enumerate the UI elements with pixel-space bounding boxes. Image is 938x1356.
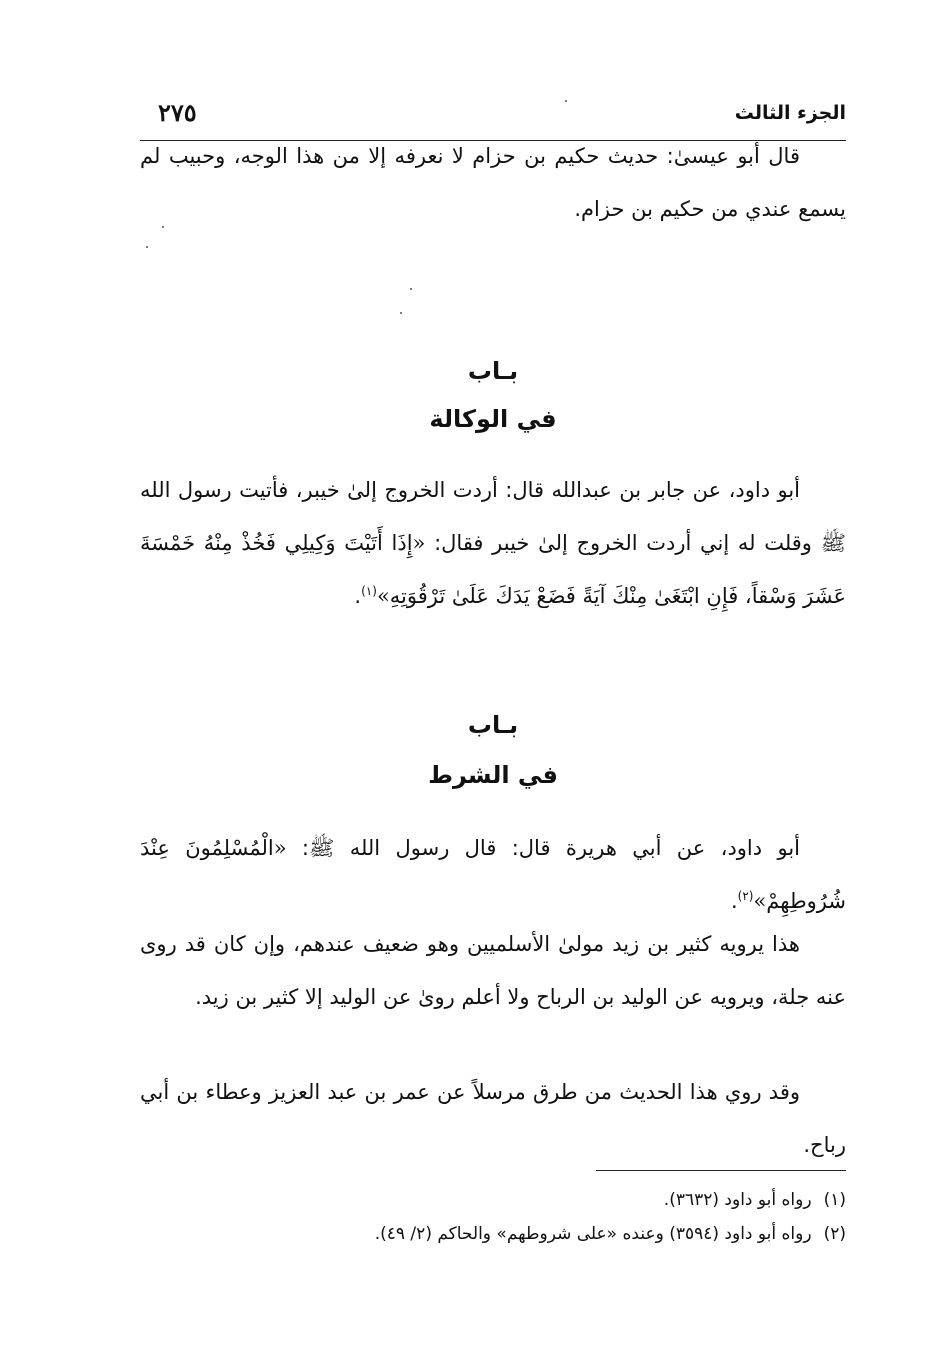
section2-end: .	[730, 889, 738, 913]
running-header	[140, 98, 846, 134]
scan-speck	[400, 312, 402, 314]
footnote-number: (٢)	[823, 1224, 846, 1244]
scan-speck	[146, 246, 148, 248]
section1-end: .	[354, 584, 362, 608]
hadith-quote: «الْمُسْلِمُونَ عِنْدَ شُرُوطِهِمْ»	[140, 836, 846, 913]
section1-title: في الوكالة	[429, 405, 557, 433]
footnote-text: رواه أبو داود (٣٥٩٤) وعنده «على شروطهم» والحاكم (٢/ ٤٩).	[374, 1224, 812, 1244]
scan-speck	[162, 226, 164, 228]
scan-speck	[565, 100, 567, 102]
footnote-2	[140, 1222, 846, 1246]
scan-speck	[410, 288, 412, 290]
hadith-quote: «إِذَا أَتَيْتَ وَكِيلِي فَخُذْ مِنْهُ خَمْسَةَ عَشَرَ وَسْقاً، فَإِنِ ابْتَغَىٰ مِنْكَ آيَةً فَضَعْ يَدَكَ عَلَىٰ تَرْقُوَتِهِ»	[140, 531, 846, 608]
section2-text: أبو داود، عن أبي هريرة قال: قال رسول الله ﷺ:	[286, 836, 800, 860]
section2-paragraph-1	[140, 822, 846, 928]
section2-paragraph-3: وقد روي هذا الحديث من طرق مرسلاً عن عمر بن عبد العزيز وعطاء بن أبي رباح.	[140, 1080, 846, 1157]
intro-paragraph: قال أبو عيسىٰ: حديث حكيم بن حزام لا نعرفه إلا من هذا الوجه، وحبيب لم يسمع عندي من حكيم بن حزام.	[140, 144, 846, 221]
page-number: ٢٧٥	[158, 98, 197, 127]
section2-title: في الشرط	[428, 761, 558, 789]
footnote-number: (١)	[823, 1190, 846, 1210]
section1-paragraph	[140, 464, 846, 623]
volume-title: الجزء الثالث	[734, 102, 846, 124]
footnote-1	[140, 1188, 846, 1212]
section1-text: أبو داود، عن جابر بن عبدالله قال: أردت الخروج إلىٰ خيبر، فأتيت رسول الله ﷺ وقلت له إني أردت الخروج إلىٰ خيبر فقال:	[140, 478, 846, 555]
footnote-divider	[596, 1170, 846, 1171]
section1-label: بـاب	[467, 357, 519, 385]
footnote-ref-1: (١)	[361, 584, 377, 598]
section2-paragraph-2: هذا يرويه كثير بن زيد مولىٰ الأسلميين وهو ضعيف عندهم، وإن كان قد روى عنه جلة، ويرويه عن الوليد بن الرباح ولا أعلم روىٰ عن الوليد إلا كثير بن زيد.	[140, 932, 846, 1009]
footnote-text: رواه أبو داود (٣٦٣٢).	[663, 1190, 812, 1210]
footnote-ref-2: (٢)	[737, 889, 754, 903]
section2-label: بـاب	[467, 711, 519, 739]
